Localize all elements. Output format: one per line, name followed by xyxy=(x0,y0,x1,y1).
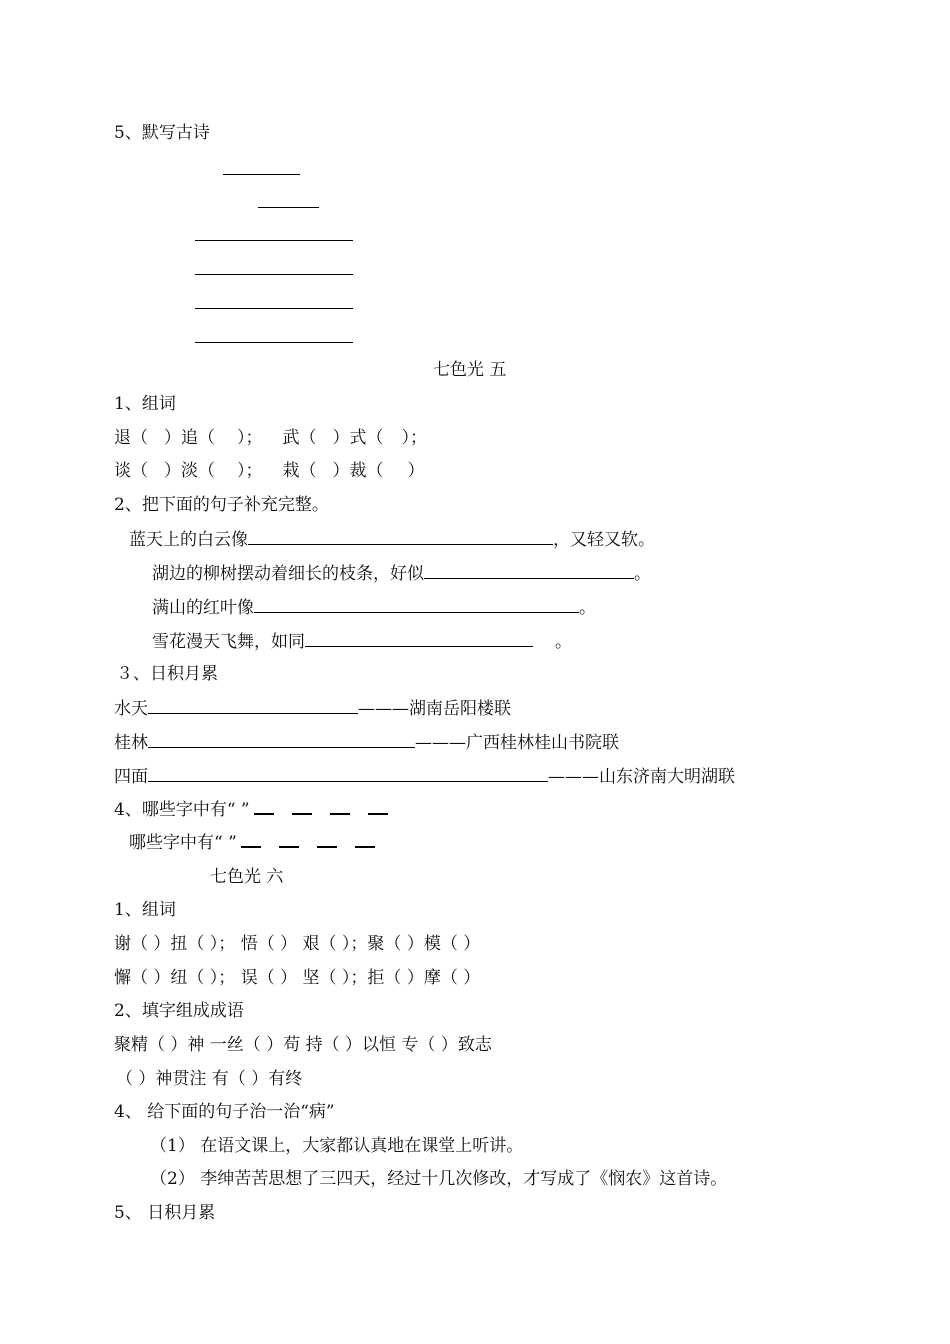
word-row-1-six: 谢（ ）扭（ ）； 悟（ ） 艰（ ）；聚（ ）模（ ） xyxy=(114,934,481,954)
couplet-3-blank[interactable] xyxy=(148,765,548,782)
q1-heading: 1、组词 xyxy=(114,394,176,414)
sick-sentence-2: （2） 李绅苦苦思想了三四天，经过十几次修改，才写成了《悯农》这首诗。 xyxy=(150,1169,728,1189)
word-row-1: 退（ ）追（ ）； 武（ ）式（ ）； xyxy=(114,428,427,448)
q5-heading: 5、默写古诗 xyxy=(114,123,210,143)
poem-line-blank-2[interactable] xyxy=(195,274,353,275)
q3-heading: ３、日积月累 xyxy=(116,664,218,684)
q4-heading-six: 4、 给下面的句子治一治“病” xyxy=(114,1102,335,1122)
q4-blank[interactable] xyxy=(330,799,350,815)
q4-line-1: 4、哪些字中有“ ” xyxy=(114,799,406,821)
couplet-1: 水天 ———湖南岳阳楼联 xyxy=(114,699,511,719)
couplet-2-blank[interactable] xyxy=(148,731,415,748)
section-title-six: 七色光 六 xyxy=(210,867,284,887)
sentence-2: 湖边的柳树摆动着细长的枝条，好似 。 xyxy=(152,564,651,584)
poem-line-blank-3[interactable] xyxy=(195,308,353,309)
word-row-2-six: 懈（ ）纽（ ）； 误（ ） 坚（ ）；拒（ ）摩（ ） xyxy=(114,968,481,988)
q4-blank[interactable] xyxy=(254,799,274,815)
q1-heading-six: 1、组词 xyxy=(114,900,176,920)
poem-line-blank-4[interactable] xyxy=(195,342,353,343)
q4-blank[interactable] xyxy=(355,832,375,848)
sentence-3: 满山的红叶像 。 xyxy=(152,598,596,618)
poem-title-blank[interactable] xyxy=(223,174,300,175)
q4-line-2: 哪些字中有“ ” xyxy=(129,832,393,854)
sick-sentence-1: （1） 在语文课上，大家都认真地在课堂上听讲。 xyxy=(150,1136,524,1156)
sentence-3-blank[interactable] xyxy=(254,596,579,613)
couplet-1-blank[interactable] xyxy=(148,697,358,714)
q4-blank[interactable] xyxy=(368,799,388,815)
sentence-1: 蓝天上的白云像 ，又轻又软。 xyxy=(129,530,655,550)
couplet-3: 四面 ———山东济南大明湖联 xyxy=(114,767,735,787)
word-row-2: 谈（ ）淡（ ）； 栽（ ）裁（ ） xyxy=(114,461,425,481)
q2-heading: 2、把下面的句子补充完整。 xyxy=(114,495,329,515)
q4-blank[interactable] xyxy=(241,832,261,848)
idiom-row-2: （ ）神贯注 有（ ）有终 xyxy=(116,1069,303,1089)
q2-heading-six: 2、填字组成成语 xyxy=(114,1001,244,1021)
sentence-1-blank[interactable] xyxy=(248,528,553,545)
sentence-4: 雪花漫天飞舞，如同 。 xyxy=(152,632,572,652)
poem-line-blank-1[interactable] xyxy=(195,240,353,241)
poem-author-blank[interactable] xyxy=(258,207,319,208)
q4-blank[interactable] xyxy=(279,832,299,848)
idiom-row-1: 聚精（ ）神 一丝（ ）苟 持（ ）以恒 专（ ）致志 xyxy=(114,1035,492,1055)
couplet-2: 桂林 ———广西桂林桂山书院联 xyxy=(114,733,619,753)
section-title-five: 七色光 五 xyxy=(433,360,507,380)
q4-blank[interactable] xyxy=(317,832,337,848)
q5-heading-six: 5、 日积月累 xyxy=(114,1203,216,1223)
sentence-4-blank[interactable] xyxy=(305,630,533,647)
q4-blank[interactable] xyxy=(292,799,312,815)
sentence-2-blank[interactable] xyxy=(424,562,634,579)
